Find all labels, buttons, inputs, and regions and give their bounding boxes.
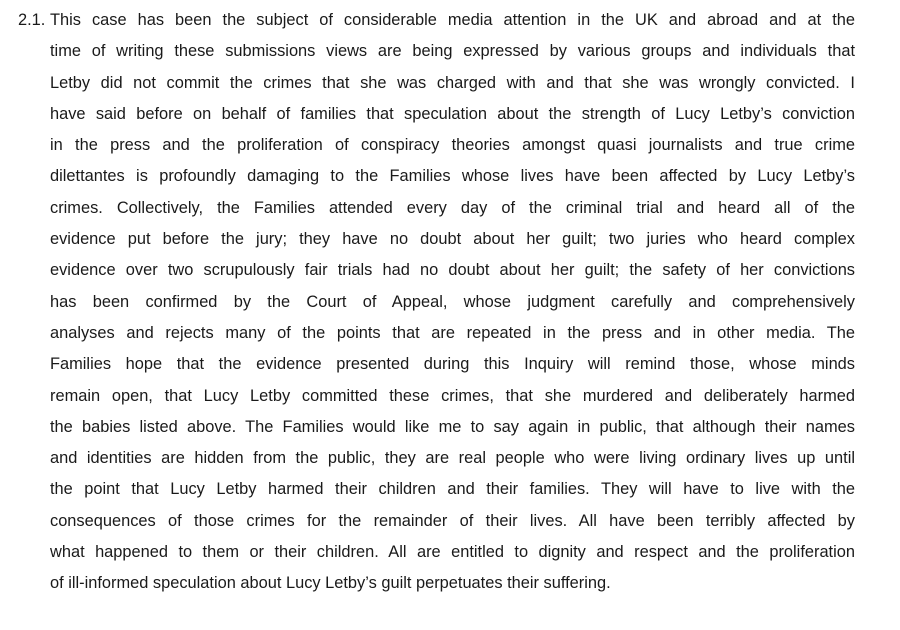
paragraph-line: of ill-informed speculation about Lucy Letby’s guilt perpetuates their suffering. [50,574,611,593]
paragraph-line: evidence over two scrupulously fair trials had no doubt about her guilt; the safety of her convictions [50,261,855,280]
paragraph-line: has been confirmed by the Court of Appeal, whose judgment carefully and comprehensively [50,292,855,311]
paragraph-line: time of writing these submissions views are being expressed by various groups and individuals that [50,42,855,61]
paragraph-line: have said before on behalf of families that speculation about the strength of Lucy Letby’s conviction [50,104,855,123]
paragraph-line: remain open, that Lucy Letby committed these crimes, that she murdered and deliberately harmed [50,386,855,405]
paragraph-line: evidence put before the jury; they have no doubt about her guilt; two juries who heard complex [50,230,855,249]
paragraph-line: dilettantes is profoundly damaging to the Families whose lives have been affected by Lucy Letby’s [50,167,855,186]
paragraph-line: This case has been the subject of considerable media attention in the UK and abroad and at the [50,11,855,29]
paragraph-line: what happened to them or their children. All are entitled to dignity and respect and the proliferation [50,543,855,562]
paragraph-number: 2.1. [18,11,46,29]
paragraph-line: the babies listed above. The Families would like me to say again in public, that although their names [50,417,855,436]
paragraph-line: Families hope that the evidence presented during this Inquiry will remind those, whose minds [50,355,855,374]
paragraph-line: crimes. Collectively, the Families attended every day of the criminal trial and heard all of the [50,198,855,217]
paragraph-line: analyses and rejects many of the points that are repeated in the press and in other media. The [50,323,855,342]
paragraph-line: consequences of those crimes for the remainder of their lives. All have been terribly affected by [50,511,855,530]
paragraph-line: the point that Lucy Letby harmed their children and their families. They will have to live with the [50,480,855,499]
paragraph-line: Letby did not commit the crimes that she was charged with and that she was wrongly convicted. I [50,73,855,92]
paragraph-body [50,5,855,600]
paragraph-line: in the press and the proliferation of conspiracy theories amongst quasi journalists and true crime [50,136,855,155]
paragraph-line: and identities are hidden from the public, they are real people who were living ordinary lives up until [50,449,855,468]
